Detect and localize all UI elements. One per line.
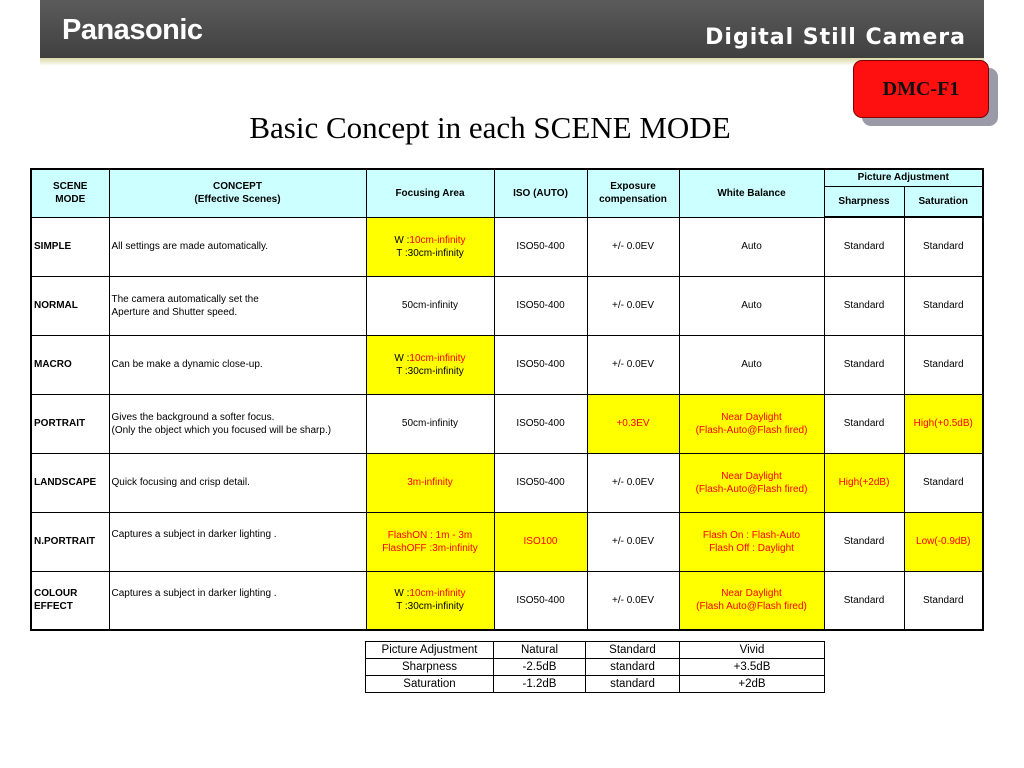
saturation-cell: Standard xyxy=(904,217,983,276)
header-exposure: Exposure compensation xyxy=(587,169,679,217)
header-scene-mode: SCENE MODE xyxy=(31,169,109,217)
focus-range: FlashON : 1m - 3m xyxy=(387,529,473,541)
scene-mode-cell xyxy=(31,335,109,394)
white-balance-value: Auto xyxy=(741,300,762,311)
scene-mode-cell xyxy=(31,394,109,453)
table-row xyxy=(31,571,983,630)
iso-cell: ISO50-400 xyxy=(494,453,587,512)
focusing-area-value xyxy=(369,247,492,260)
iso-cell: ISO50-400 xyxy=(494,394,587,453)
focus-range: FlashOFF :3m-infinity xyxy=(382,542,478,554)
header-subtitle: Digital Still Camera xyxy=(705,25,966,50)
focus-range: 3m-infinity xyxy=(407,477,453,488)
white-balance-value: Flash Off : Daylight xyxy=(709,542,794,554)
focus-range: 50cm-infinity xyxy=(401,300,459,311)
saturation-cell: Standard xyxy=(904,571,983,630)
table-row xyxy=(31,453,983,512)
concept-text: Captures a subject in darker lighting . xyxy=(111,529,277,540)
focusing-area-cell xyxy=(366,394,494,453)
adjustment-cell: standard xyxy=(586,659,680,676)
focusing-area-value xyxy=(369,352,492,365)
adjustment-cell: Standard xyxy=(586,642,680,659)
iso-cell: ISO50-400 xyxy=(494,335,587,394)
table-row xyxy=(31,394,983,453)
white-balance-value: Near Daylight xyxy=(721,588,782,600)
focusing-area-cell xyxy=(366,571,494,630)
iso-cell: ISO50-400 xyxy=(494,217,587,276)
picture-adjustment-table xyxy=(365,641,825,693)
scene-mode-name: PORTRAIT xyxy=(34,418,86,429)
iso-cell: ISO100 xyxy=(494,512,587,571)
adjustment-header-row xyxy=(366,642,825,659)
exposure-cell: +/- 0.0EV xyxy=(587,335,679,394)
concept-cell xyxy=(109,335,366,394)
focusing-area-value xyxy=(369,365,492,378)
adjustment-cell: +2dB xyxy=(680,676,825,693)
focusing-area-value xyxy=(369,417,492,430)
adjustment-cell: -1.2dB xyxy=(494,676,586,693)
focus-prefix: T :30cm-infinity xyxy=(396,247,464,259)
sharpness-cell: Standard xyxy=(824,571,904,630)
focusing-area-value xyxy=(369,234,492,247)
adjustment-cell: -2.5dB xyxy=(494,659,586,676)
saturation-cell: Standard xyxy=(904,335,983,394)
sharpness-cell: Standard xyxy=(824,394,904,453)
saturation-cell: Standard xyxy=(904,276,983,335)
focus-prefix: T :30cm-infinity xyxy=(396,365,464,377)
scene-mode-table xyxy=(30,168,984,631)
brand-logo: Panasonic xyxy=(62,14,203,46)
focusing-area-value xyxy=(369,529,492,542)
white-balance-cell xyxy=(679,217,824,276)
iso-cell: ISO50-400 xyxy=(494,571,587,630)
scene-mode-name: SIMPLE xyxy=(34,241,72,252)
concept-text: Gives the background a softer focus. xyxy=(111,411,275,423)
adjustment-cell: Saturation xyxy=(366,676,494,693)
sharpness-cell: Standard xyxy=(824,276,904,335)
scene-mode-cell xyxy=(31,453,109,512)
header-white-balance: White Balance xyxy=(679,169,824,217)
white-balance-cell xyxy=(679,571,824,630)
focusing-area-cell xyxy=(366,512,494,571)
adjustment-row xyxy=(366,659,825,676)
white-balance-cell xyxy=(679,512,824,571)
white-balance-value: Near Daylight xyxy=(721,411,782,423)
focus-prefix: T :30cm-infinity xyxy=(396,601,464,613)
header-concept: CONCEPT (Effective Scenes) xyxy=(109,169,366,217)
sharpness-cell: Standard xyxy=(824,335,904,394)
header-sharpness: Sharpness xyxy=(824,186,904,217)
exposure-cell: +/- 0.0EV xyxy=(587,276,679,335)
concept-cell xyxy=(109,276,366,335)
focusing-area-value xyxy=(369,587,492,600)
adjustment-cell: +3.5dB xyxy=(680,659,825,676)
scene-mode-name: MACRO xyxy=(34,359,72,370)
white-balance-value: Auto xyxy=(741,359,762,370)
white-balance-value: Flash On : Flash-Auto xyxy=(702,529,801,541)
concept-text: The camera automatically set the xyxy=(111,293,259,305)
table-row xyxy=(31,335,983,394)
scene-mode-name: EFFECT xyxy=(34,601,73,613)
exposure-cell: +/- 0.0EV xyxy=(587,217,679,276)
concept-cell xyxy=(109,217,366,276)
adjustment-row xyxy=(366,676,825,693)
white-balance-value: Near Daylight xyxy=(721,470,782,482)
white-balance-cell xyxy=(679,394,824,453)
scene-mode-name: COLOUR xyxy=(34,588,78,600)
adjustment-cell: standard xyxy=(586,676,680,693)
scene-mode-name: NORMAL xyxy=(34,300,78,311)
adjustment-cell: Sharpness xyxy=(366,659,494,676)
sharpness-cell: Standard xyxy=(824,512,904,571)
concept-cell xyxy=(109,512,366,571)
saturation-cell: Standard xyxy=(904,453,983,512)
page-title: Basic Concept in each SCENE MODE xyxy=(249,110,731,145)
focusing-area-value xyxy=(369,542,492,555)
white-balance-value: (Flash-Auto@Flash fired) xyxy=(695,483,808,495)
focus-prefix: W : xyxy=(394,234,410,246)
focusing-area-value xyxy=(369,476,492,489)
concept-cell xyxy=(109,453,366,512)
focus-range: 50cm-infinity xyxy=(401,418,459,429)
sharpness-cell: High(+2dB) xyxy=(824,453,904,512)
exposure-cell: +0.3EV xyxy=(587,394,679,453)
saturation-cell: High(+0.5dB) xyxy=(904,394,983,453)
concept-text: Can be make a dynamic close-up. xyxy=(111,359,263,370)
header-picture-adjustment: Picture Adjustment xyxy=(824,169,983,186)
concept-text: Aperture and Shutter speed. xyxy=(111,306,238,318)
model-badge-label: DMC-F1 xyxy=(882,77,960,100)
scene-mode-cell xyxy=(31,217,109,276)
focus-range: 10cm-infinity xyxy=(409,588,466,600)
concept-text: (Only the object which you focused will be sharp.) xyxy=(111,424,332,436)
concept-cell xyxy=(109,571,366,630)
scene-mode-name: N.PORTRAIT xyxy=(34,536,96,547)
white-balance-value: (Flash Auto@Flash fired) xyxy=(696,601,807,613)
concept-text: Quick focusing and crisp detail. xyxy=(111,477,250,488)
header-saturation: Saturation xyxy=(904,186,983,217)
scene-mode-name: LANDSCAPE xyxy=(34,477,97,488)
focus-prefix: W : xyxy=(394,588,410,600)
saturation-cell: Low(-0.9dB) xyxy=(904,512,983,571)
sharpness-cell: Standard xyxy=(824,217,904,276)
focusing-area-cell xyxy=(366,335,494,394)
header-focusing-area: Focusing Area xyxy=(366,169,494,217)
focusing-area-cell xyxy=(366,276,494,335)
concept-cell xyxy=(109,394,366,453)
focusing-area-cell xyxy=(366,217,494,276)
exposure-cell: +/- 0.0EV xyxy=(587,453,679,512)
adjustment-cell: Vivid xyxy=(680,642,825,659)
table-row xyxy=(31,512,983,571)
scene-mode-cell xyxy=(31,276,109,335)
scene-mode-cell xyxy=(31,512,109,571)
concept-text: Captures a subject in darker lighting . xyxy=(111,587,277,599)
white-balance-value: Auto xyxy=(741,241,762,252)
white-balance-cell xyxy=(679,276,824,335)
white-balance-cell xyxy=(679,453,824,512)
focus-range: 10cm-infinity xyxy=(409,234,466,246)
focusing-area-value xyxy=(369,299,492,312)
focus-range: 10cm-infinity xyxy=(409,352,466,364)
focusing-area-cell xyxy=(366,453,494,512)
focus-prefix: W : xyxy=(394,352,410,364)
exposure-cell: +/- 0.0EV xyxy=(587,512,679,571)
header-iso: ISO (AUTO) xyxy=(494,169,587,217)
white-balance-value: (Flash-Auto@Flash fired) xyxy=(695,424,808,436)
focusing-area-value xyxy=(369,600,492,613)
table-row xyxy=(31,217,983,276)
iso-cell: ISO50-400 xyxy=(494,276,587,335)
white-balance-cell xyxy=(679,335,824,394)
table-row xyxy=(31,276,983,335)
adjustment-cell: Picture Adjustment xyxy=(366,642,494,659)
concept-text: All settings are made automatically. xyxy=(111,241,269,252)
exposure-cell: +/- 0.0EV xyxy=(587,571,679,630)
header-shadow xyxy=(40,58,984,66)
scene-mode-cell xyxy=(31,571,109,630)
adjustment-cell: Natural xyxy=(494,642,586,659)
